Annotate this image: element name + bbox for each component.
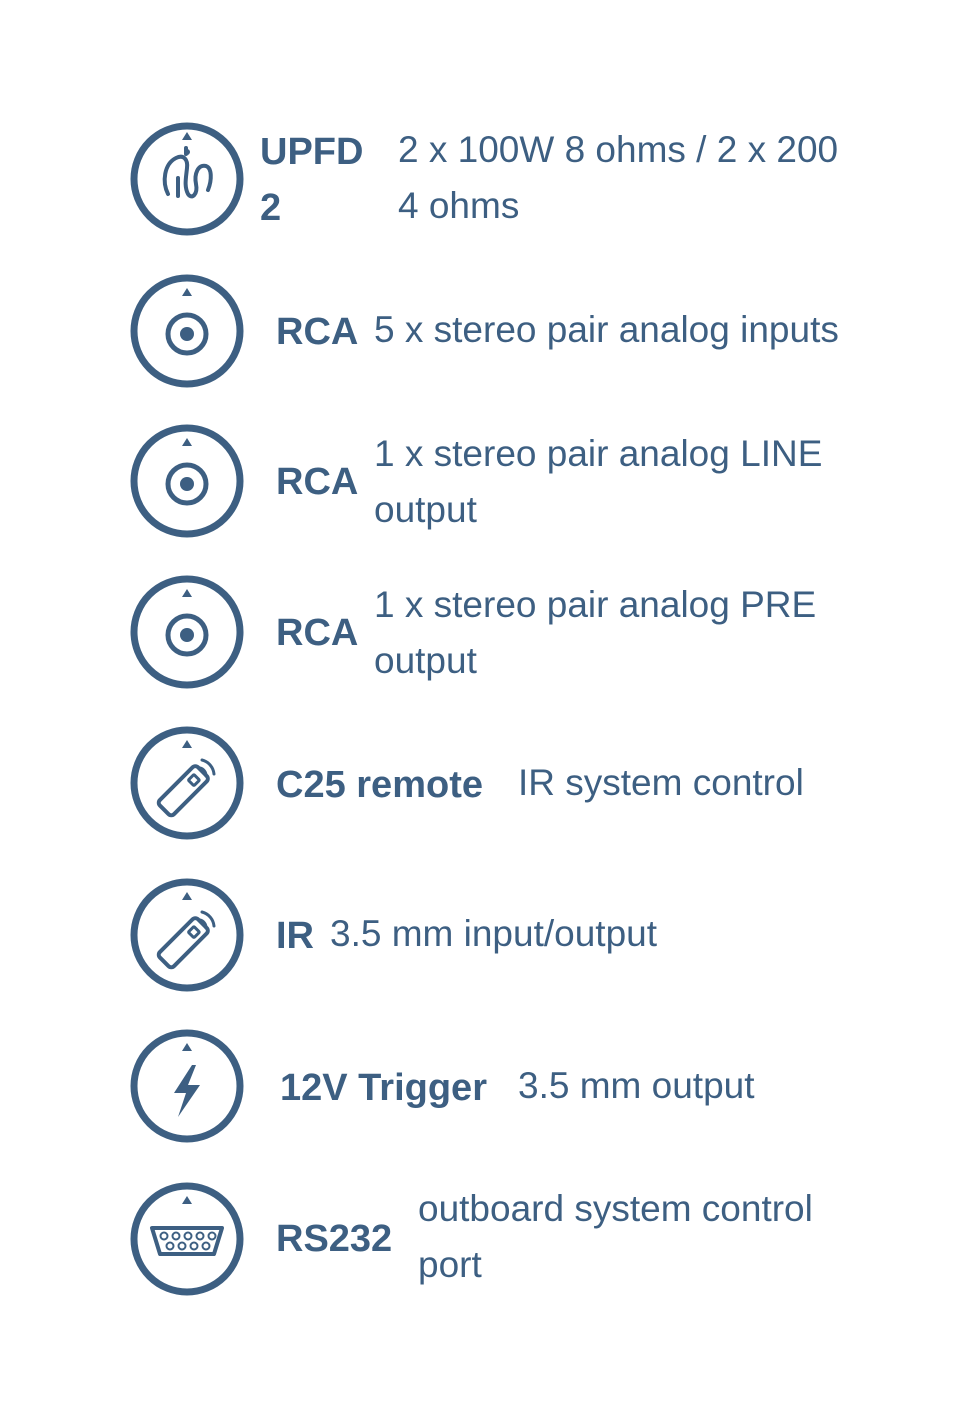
label-line: C25 remote	[276, 764, 483, 806]
desc-line: 3.5 mm output	[518, 1065, 755, 1106]
remote-control-icon	[128, 724, 246, 842]
desc-line: 1 x stereo pair analog LINE	[374, 433, 823, 474]
label-line: RCA	[276, 612, 359, 654]
rca-connector-icon	[128, 573, 246, 691]
feature-label	[276, 454, 358, 510]
feature-description	[518, 1058, 755, 1114]
feature-label	[276, 605, 358, 661]
feature-label	[260, 124, 363, 236]
label-line: RCA	[276, 461, 359, 503]
desc-line: output	[374, 640, 477, 681]
desc-line: 5 x stereo pair analog inputs	[374, 309, 839, 350]
feature-label	[276, 757, 483, 813]
desc-line: 3.5 mm input/output	[330, 913, 658, 954]
label-line: RS232	[276, 1218, 393, 1260]
rca-connector-icon	[128, 272, 246, 390]
label-line: UPFD	[260, 131, 364, 173]
desc-line: 1 x stereo pair analog PRE	[374, 584, 817, 625]
feature-label	[276, 1211, 392, 1267]
label-line: 12V Trigger	[280, 1067, 487, 1109]
label-line: 2	[260, 187, 282, 229]
feature-label	[276, 908, 314, 964]
desc-line: 4 ohms	[398, 185, 520, 226]
feature-description	[418, 1181, 813, 1293]
feature-description	[374, 426, 822, 538]
desc-line: IR system control	[518, 762, 804, 803]
feature-description	[330, 906, 657, 962]
desc-line: output	[374, 489, 477, 530]
desc-line: 2 x 100W 8 ohms / 2 x 200	[398, 129, 839, 170]
desc-line: outboard system control	[418, 1188, 813, 1229]
amplifier-icon	[128, 120, 246, 238]
feature-label	[276, 304, 358, 360]
lightning-bolt-icon	[128, 1027, 246, 1145]
remote-control-icon	[128, 876, 246, 994]
feature-description	[374, 577, 816, 689]
rca-connector-icon	[128, 422, 246, 540]
desc-line: port	[418, 1244, 482, 1285]
feature-label	[280, 1060, 487, 1116]
serial-port-icon	[128, 1180, 246, 1298]
feature-description	[398, 122, 838, 234]
feature-description	[518, 755, 804, 811]
feature-description	[374, 302, 839, 358]
label-line: RCA	[276, 311, 359, 353]
label-line: IR	[276, 915, 314, 957]
